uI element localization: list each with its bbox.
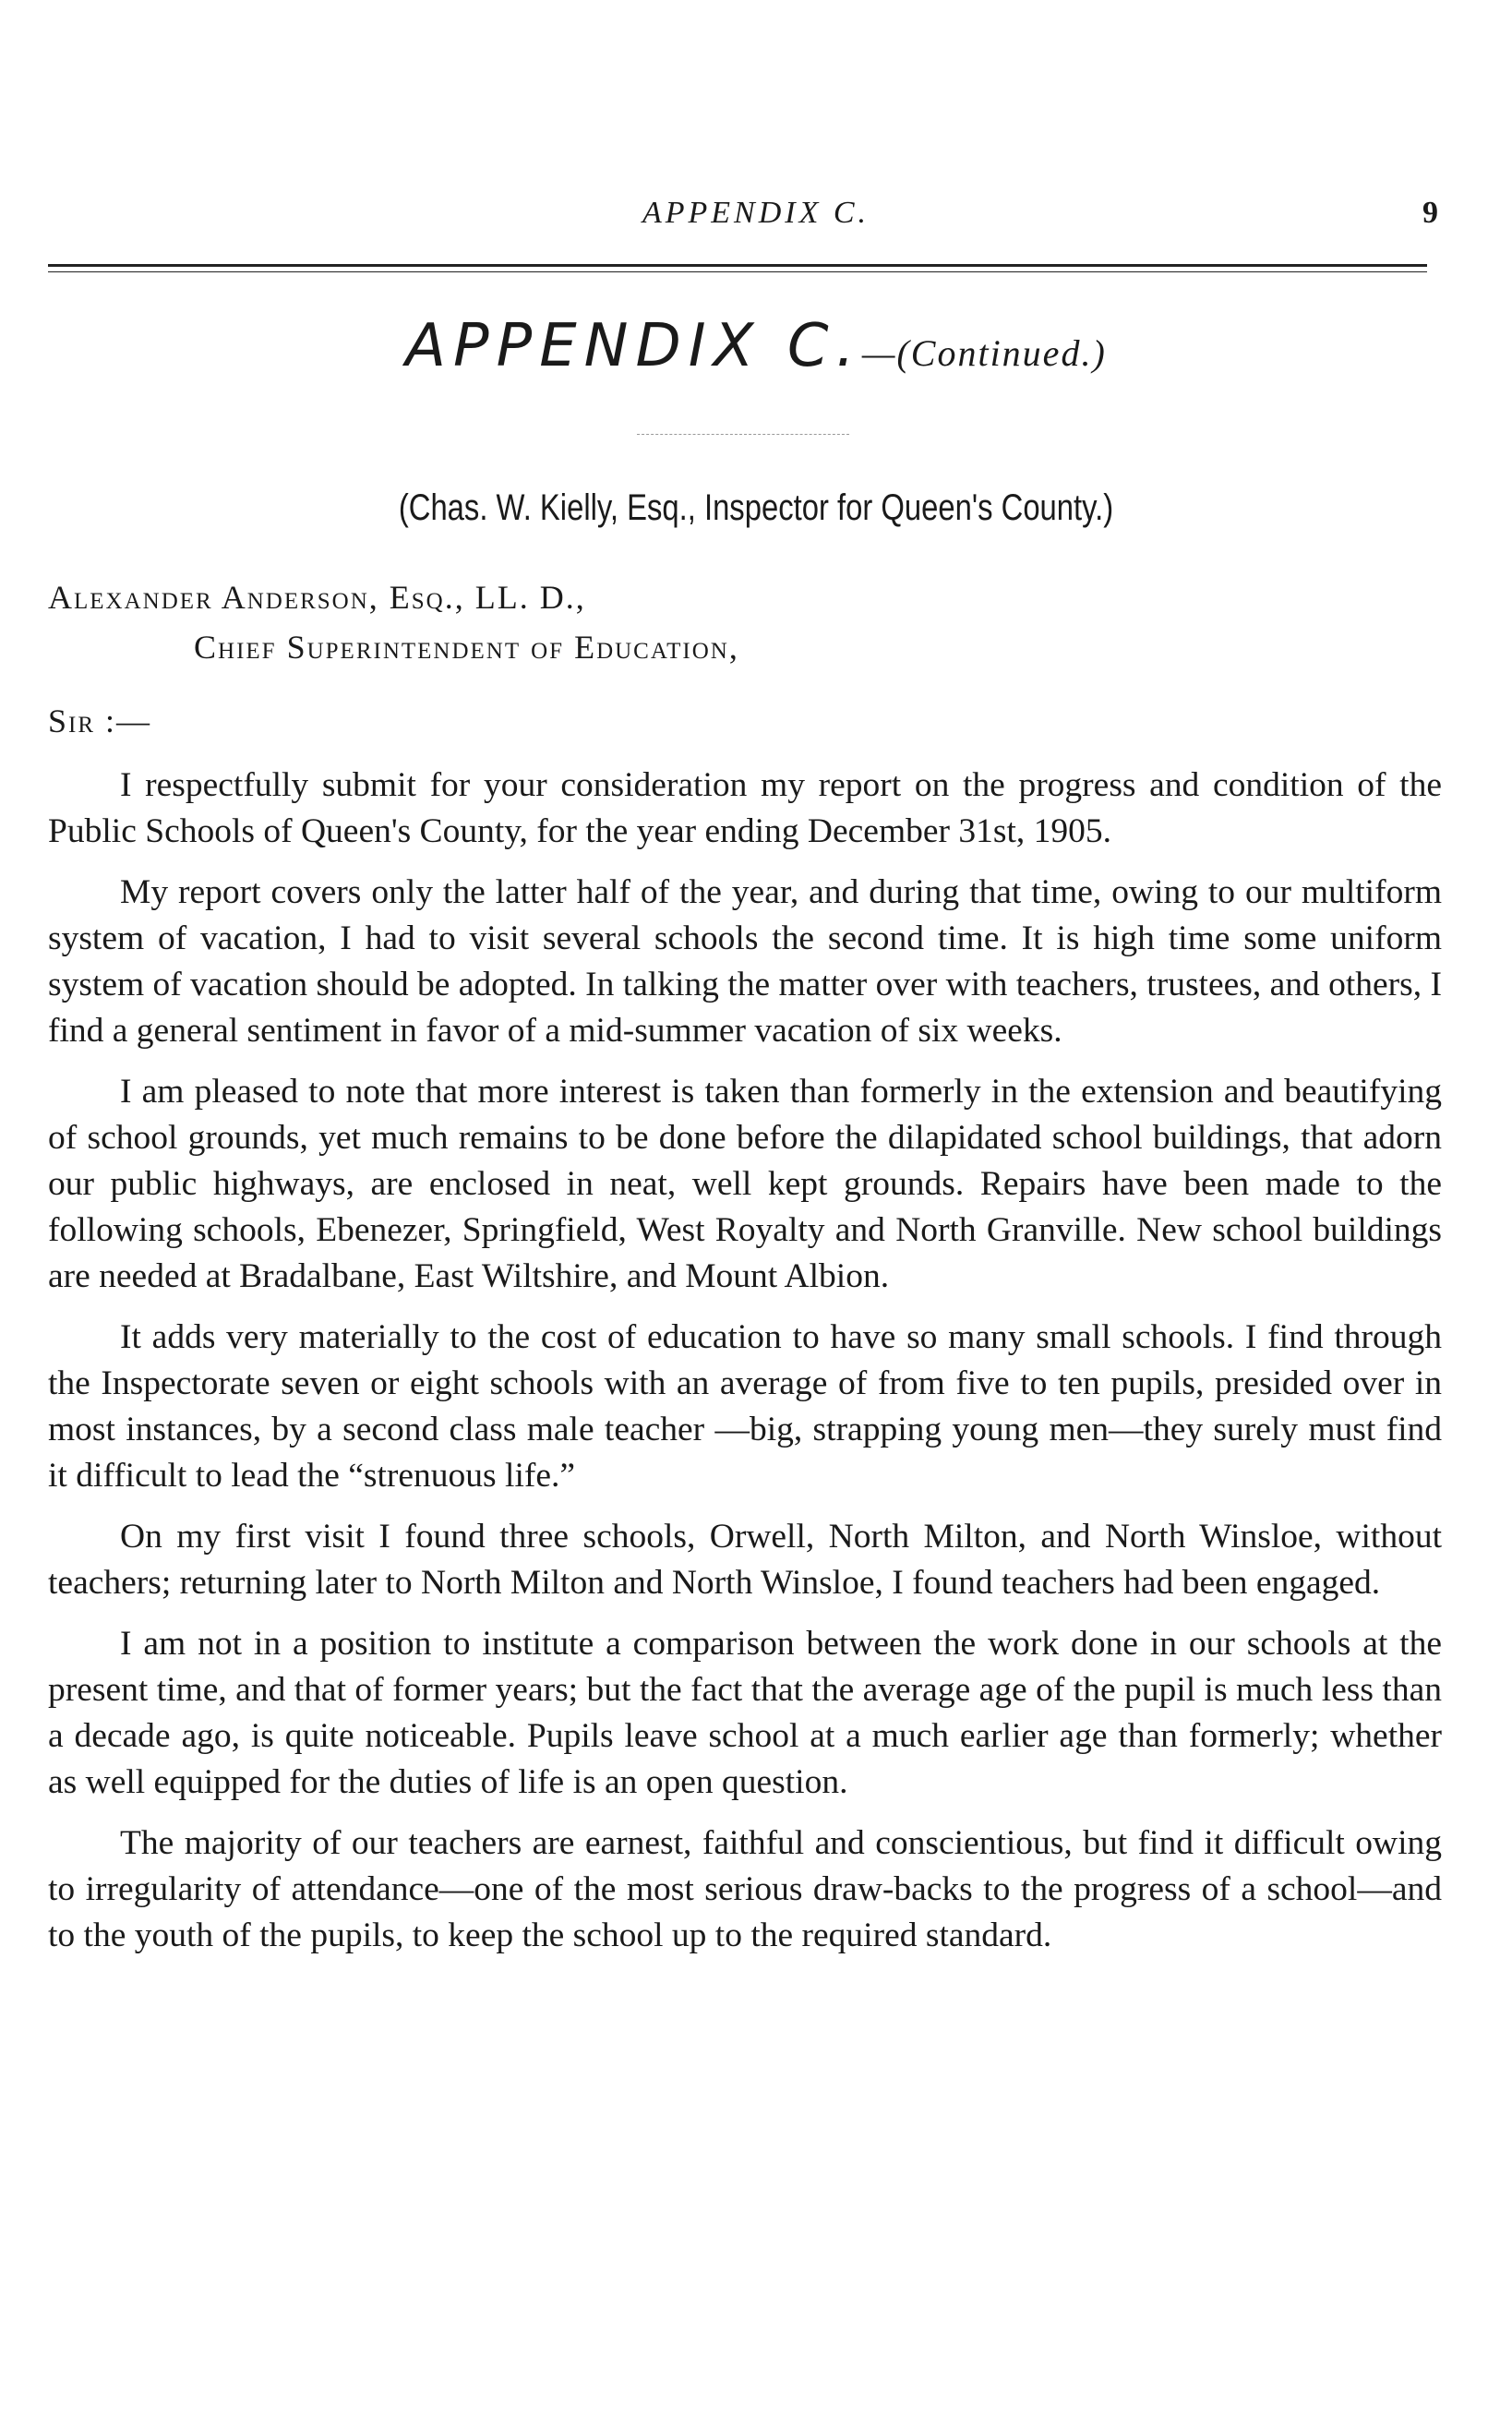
paragraph: The majority of our teachers are earnest, faithful and conscientious, but find it difficult owing to irregularity of attendance—one of the most serious draw-backs to the progress of a school—and to the youth of the pupils, to keep the school up to the required standard. (48, 1824, 1442, 1954)
paragraph: I am not in a position to institute a comparison between the work done in our schools at the present time, and that of former years; but the fact that the average age of the pupil is much less than a decade ago, is quite noticeable. Pupils leave school at a much earlier age than formerly; whether as well equipped for the duties of life is an open question. (48, 1625, 1442, 1801)
page-number: 9 (1422, 196, 1438, 230)
paragraph: I respectfully submit for your consideration my report on the progress and condition of the Public Schools of Queen's County, for the year ending December 31st, 1905. (48, 766, 1442, 850)
addressee-line-2: Chief Superintendent of Education, (194, 629, 739, 666)
report-subtitle: (Chas. W. Kielly, Esq., Inspector for Queen's County.) (398, 487, 1114, 528)
paragraph: I am pleased to note that more interest is taken than formerly in the extension and beautifying of school grounds, yet much remains to be done before the dilapidated school buildings, that adorn our public highways, are enclosed in neat, well kept grounds. Repairs have been made to the following schools, Ebenezer, Springfield, West Royalty and North Granville. New school buildings are needed at Bradalbane, East Wiltshire, and Mount Albion. (48, 1073, 1442, 1295)
header-rule-bottom (48, 271, 1427, 272)
paragraph: It adds very materially to the cost of education to have so many small schools. I find through the Inspectorate seven or eight schools with an average of from five to ten pupils, presided over in most instances, by a second class male teacher —big, strapping young men—they surely must find it difficult to lead the “strenuous life.” (48, 1318, 1442, 1495)
title-divider (637, 434, 849, 435)
salutation: Sir :— (48, 703, 152, 739)
running-head: APPENDIX C. (642, 196, 870, 230)
title-main: APPENDIX C. (405, 312, 862, 380)
report-body (48, 763, 1442, 1974)
page-title (0, 312, 1512, 380)
title-continued: —(Continued.) (861, 332, 1107, 374)
paragraph: On my first visit I found three schools, Orwell, North Milton, and North Winsloe, without teachers; returning later to North Milton and North Winsloe, I found teachers had been engaged. (48, 1518, 1442, 1602)
paragraph: My report covers only the latter half of the year, and during that time, owing to our multiform system of vacation, I had to visit several schools the second time. It is high time some uniform system of vacation should be adopted. In talking the matter over with teachers, trustees, and others, I find a general sentiment in favor of a mid-summer vacation of six weeks. (48, 873, 1442, 1050)
header-rule-top (48, 264, 1427, 267)
addressee-line-1: Alexander Anderson, Esq., LL. D., (48, 579, 586, 616)
